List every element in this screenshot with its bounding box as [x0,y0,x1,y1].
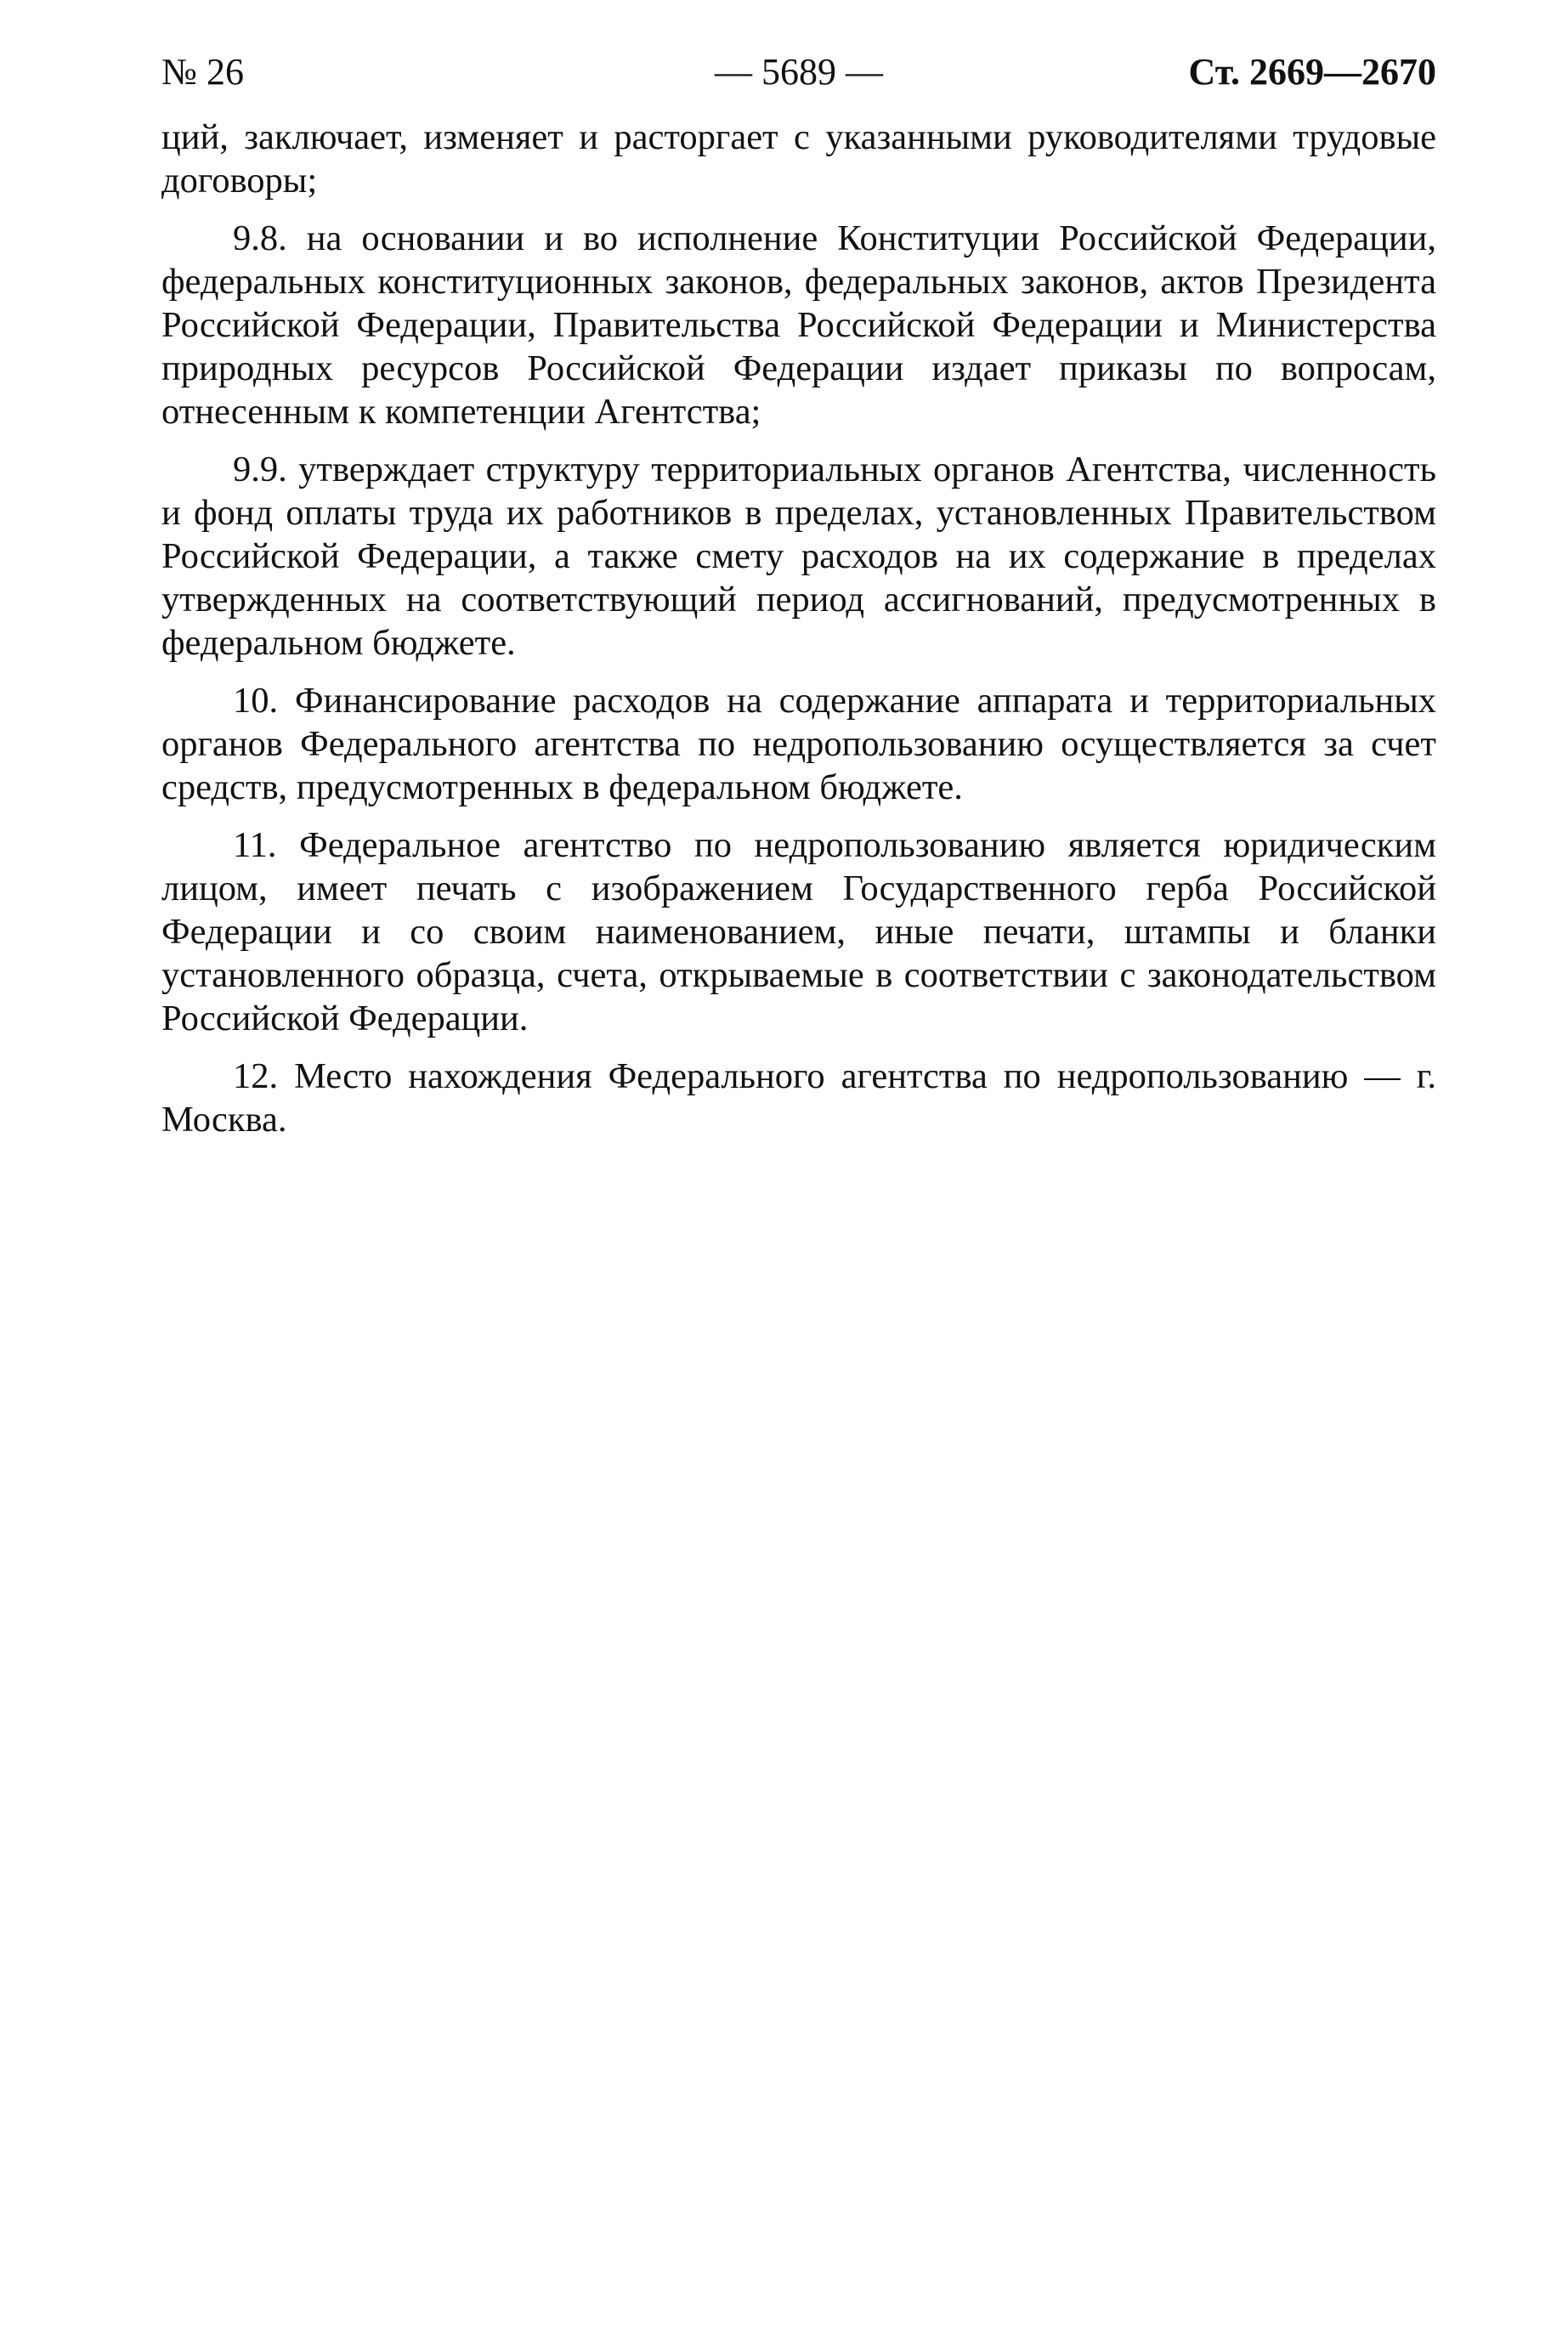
page-header [161,44,1436,100]
page-number: — 5689 — [715,51,883,93]
paragraph-10: 10. Финансирование расходов на содержание аппарата и территориальных органов Федерального агентства по недропользованию осуществляется за счет средств, предусмотренных в федеральном бюджете. [161,681,1436,807]
paragraph-9-8: 9.8. на основании и во исполнение Конституции Российской Федерации, федеральных конституционных законов, федеральных законов, актов Президента Российской Федерации, Правительства Российской Федерации и Министерства природных ресурсов Российской Федерации издает приказы по вопросам, отнесенным к компетенции Агентства; [161,218,1436,432]
issue-number: № 26 [161,51,244,93]
paragraph-11: 11. Федеральное агентство по недропользованию является юридическим лицом, имеет печать с изображением Государственного герба Российской Федерации и со своим наименованием, иные печати, штампы и бланки установленного образца, счета, открываемые в соответствии с законодательством Российской Федерации. [161,825,1436,1038]
document-body [161,116,1436,1141]
document-page [161,44,1436,1156]
paragraph-continuation: ций, заключает, изменяет и расторгает с указанными руководителями трудовые договоры; [161,117,1436,201]
article-range: Ст. 2669—2670 [1188,51,1436,93]
paragraph-9-9: 9.9. утверждает структуру территориальных органов Агентства, численность и фонд оплаты труда их работников в пределах, установленных Правительством Российской Федерации, а также смету расходов на их содержание в пределах утвержденных на соответствующий период ассигнований, предусмотренных в федеральном бюджете. [161,450,1436,663]
paragraph-12: 12. Место нахождения Федерального агентства по недропользованию — г. Москва. [161,1056,1436,1140]
